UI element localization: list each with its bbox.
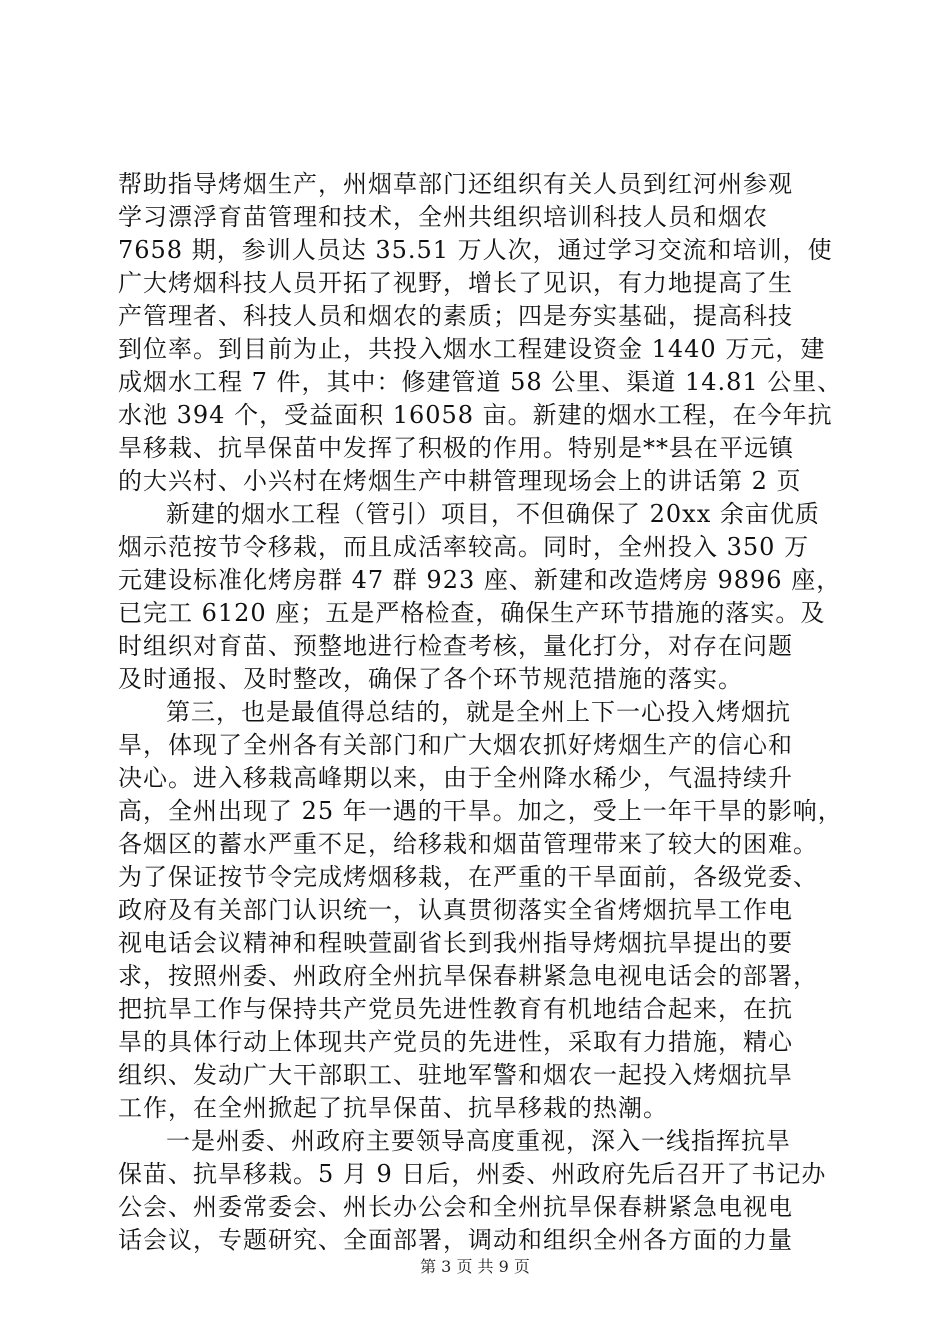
text-line: 时组织对育苗、预整地进行检查考核，量化打分，对存在问题 bbox=[118, 632, 793, 660]
text-line: 工作，在全州掀起了抗旱保苗、抗旱移栽的热潮。 bbox=[118, 1094, 668, 1122]
text-line: 政府及有关部门认识统一，认真贯彻落实全省烤烟抗旱工作电 bbox=[118, 896, 793, 924]
page-footer bbox=[0, 1256, 950, 1278]
text-line: 及时通报、及时整改，确保了各个环节规范措施的落实。 bbox=[118, 665, 743, 693]
text-line: 烟示范按节令移栽，而且成活率较高。同时，全州投入 350 万 bbox=[118, 533, 810, 561]
text-line: 的大兴村、小兴村在烤烟生产中耕管理现场会上的讲话第 2 页 bbox=[118, 467, 802, 495]
text-line: 保苗、抗旱移栽。5 月 9 日后，州委、州政府先后召开了书记办 bbox=[118, 1160, 827, 1188]
text-line: 求，按照州委、州政府全州抗旱保春耕紧急电视电话会的部署， bbox=[118, 962, 818, 990]
document-body bbox=[118, 168, 843, 1257]
text-line: 公会、州委常委会、州长办公会和全州抗旱保春耕紧急电视电 bbox=[118, 1193, 793, 1221]
text-line: 组织、发动广大干部职工、驻地军警和烟农一起投入烤烟抗旱 bbox=[118, 1061, 793, 1089]
paragraph-start-line: 新建的烟水工程（管引）项目，不但确保了 20xx 余亩优质 bbox=[166, 500, 820, 528]
page-number-label: 第 3 页 共 9 页 bbox=[420, 1257, 530, 1276]
text-line: 旱，体现了全州各有关部门和广大烟农抓好烤烟生产的信心和 bbox=[118, 731, 793, 759]
text-line: 学习漂浮育苗管理和技术，全州共组织培训科技人员和烟农 bbox=[118, 203, 768, 231]
text-line: 高，全州出现了 25 年一遇的干旱。加之，受上一年干旱的影响， bbox=[118, 797, 843, 825]
text-line: 各烟区的蓄水严重不足，给移栽和烟苗管理带来了较大的困难。 bbox=[118, 830, 818, 858]
text-line: 决心。进入移栽高峰期以来，由于全州降水稀少，气温持续升 bbox=[118, 764, 793, 792]
text-line: 旱移栽、抗旱保苗中发挥了积极的作用。特别是**县在平远镇 bbox=[118, 434, 794, 462]
text-line: 话会议，专题研究、全面部署，调动和组织全州各方面的力量 bbox=[118, 1226, 793, 1254]
text-line: 水池 394 个，受益面积 16058 亩。新建的烟水工程，在今年抗 bbox=[118, 401, 833, 429]
text-line: 已完工 6120 座；五是严格检查，确保生产环节措施的落实。及 bbox=[118, 599, 826, 627]
text-line: 产管理者、科技人员和烟农的素质；四是夯实基础，提高科技 bbox=[118, 302, 793, 330]
text-line: 为了保证按节令完成烤烟移栽，在严重的干旱面前，各级党委、 bbox=[118, 863, 818, 891]
text-line: 到位率。到目前为止，共投入烟水工程建设资金 1440 万元，建 bbox=[118, 335, 826, 363]
text-line: 旱的具体行动上体现共产党员的先进性，采取有力措施，精心 bbox=[118, 1028, 793, 1056]
text-line: 广大烤烟科技人员开拓了视野，增长了见识，有力地提高了生 bbox=[118, 269, 793, 297]
text-line: 成烟水工程 7 件，其中：修建管道 58 公里、渠道 14.81 公里、 bbox=[118, 368, 843, 396]
paragraph-start-line: 一是州委、州政府主要领导高度重视，深入一线指挥抗旱 bbox=[166, 1127, 791, 1155]
text-line: 视电话会议精神和程映萱副省长到我州指导烤烟抗旱提出的要 bbox=[118, 929, 793, 957]
text-line: 帮助指导烤烟生产，州烟草部门还组织有关人员到红河州参观 bbox=[118, 170, 793, 198]
text-line: 元建设标准化烤房群 47 群 923 座、新建和改造烤房 9896 座， bbox=[118, 566, 842, 594]
text-line: 7658 期，参训人员达 35.51 万人次，通过学习交流和培训，使 bbox=[118, 236, 833, 264]
text-line: 把抗旱工作与保持共产党员先进性教育有机地结合起来，在抗 bbox=[118, 995, 793, 1023]
paragraph-start-line: 第三，也是最值得总结的，就是全州上下一心投入烤烟抗 bbox=[166, 698, 791, 726]
